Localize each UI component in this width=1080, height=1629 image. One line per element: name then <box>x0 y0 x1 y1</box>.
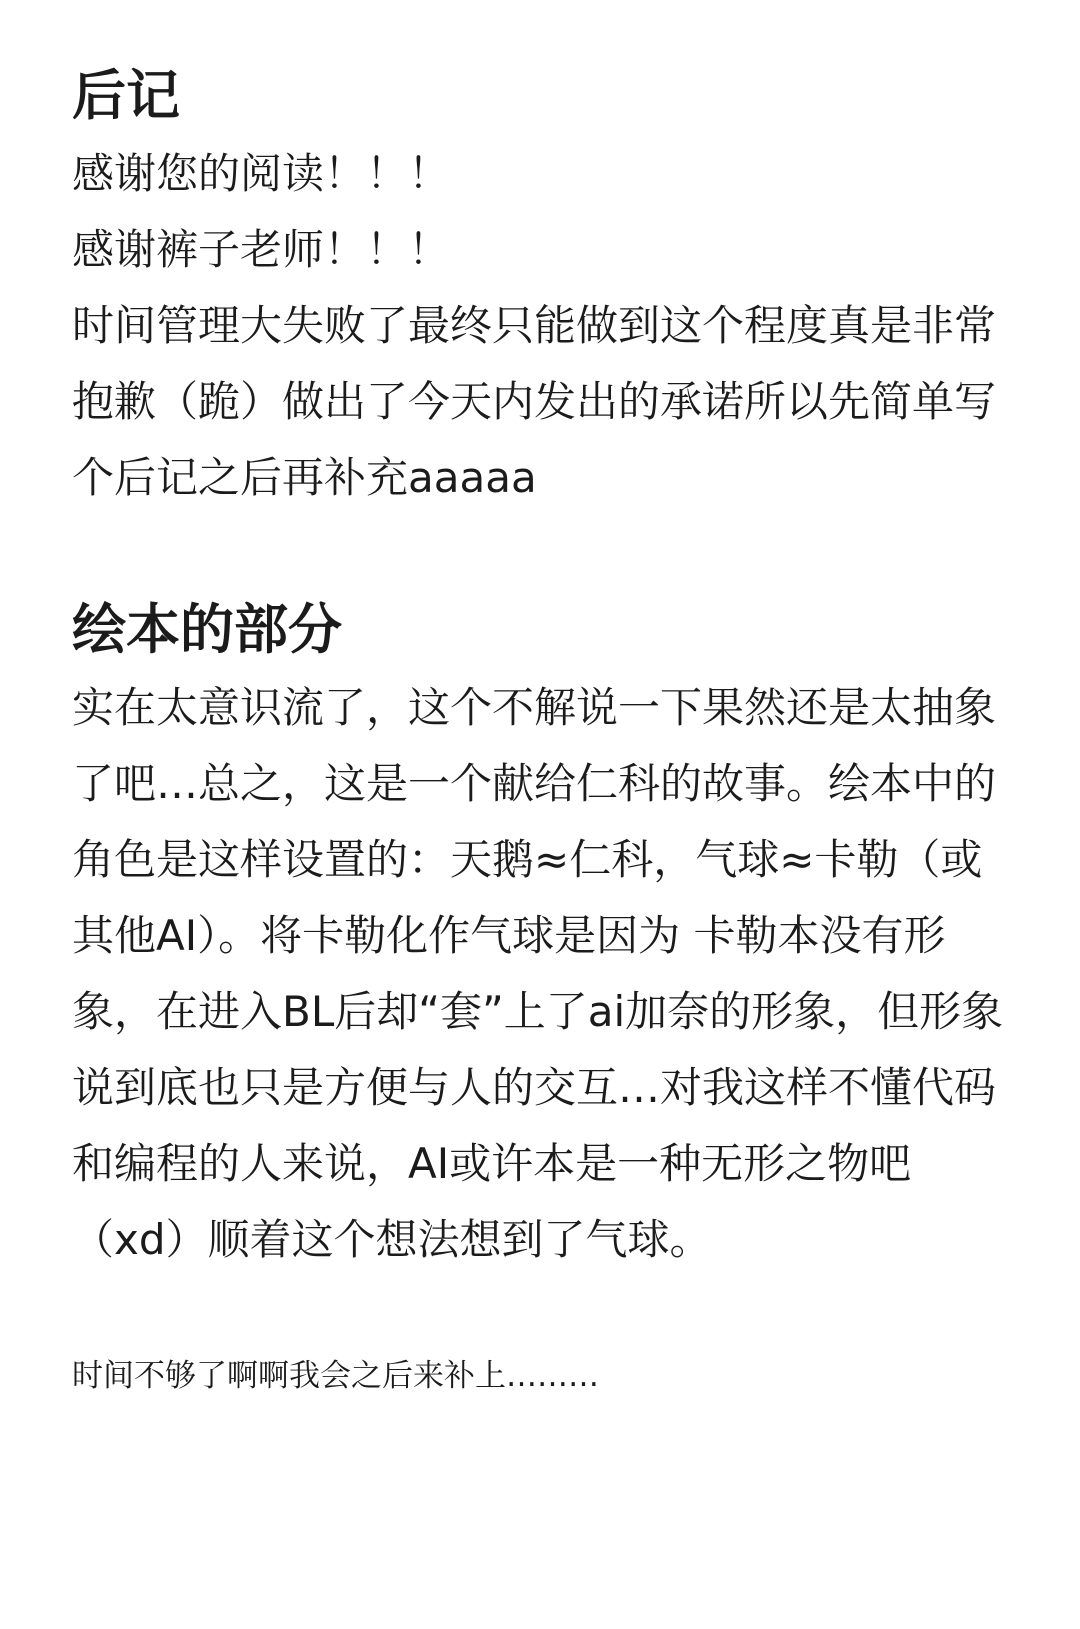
footnote-text: 时间不够了啊啊我会之后来补上……… <box>72 1358 599 1394</box>
apology-paragraph: 时间管理大失败了最终只能做到这个程度真是非常抱歉（跪）做出了今天内发出的承诺所以先简单写个后记之后再补充aaaaa <box>72 301 997 502</box>
afterword-section <box>72 58 1012 516</box>
picture-book-title: 绘本的部分 <box>72 598 342 661</box>
picture-book-paragraph: 实在太意识流了，这个不解说一下果然还是太抽象了吧…总之，这是一个献给仁科的故事。绘本中的角色是这样设置的：天鹅≈仁科，气球≈卡勒（或其他AI）。将卡勒化作气球是因为 卡勒本没有形象，在进入BL后却“套”上了ai加奈的形象，但形象说到底也只是方便与人的交互…对我这样不懂代码和编程的人来说，AI或许本是一种无形之物吧（xd）顺着这个想法想到了气球。 <box>72 683 1004 1264</box>
picture-book-section <box>72 592 1012 1278</box>
thanks-line-readers: 感谢您的阅读！！！ <box>72 149 451 198</box>
afterword-title: 后记 <box>72 64 180 127</box>
thanks-line-teacher: 感谢裤子老师！！！ <box>72 225 451 274</box>
section-spacer <box>72 516 1012 592</box>
section-spacer <box>72 1278 1012 1354</box>
document-page <box>72 58 1012 1398</box>
